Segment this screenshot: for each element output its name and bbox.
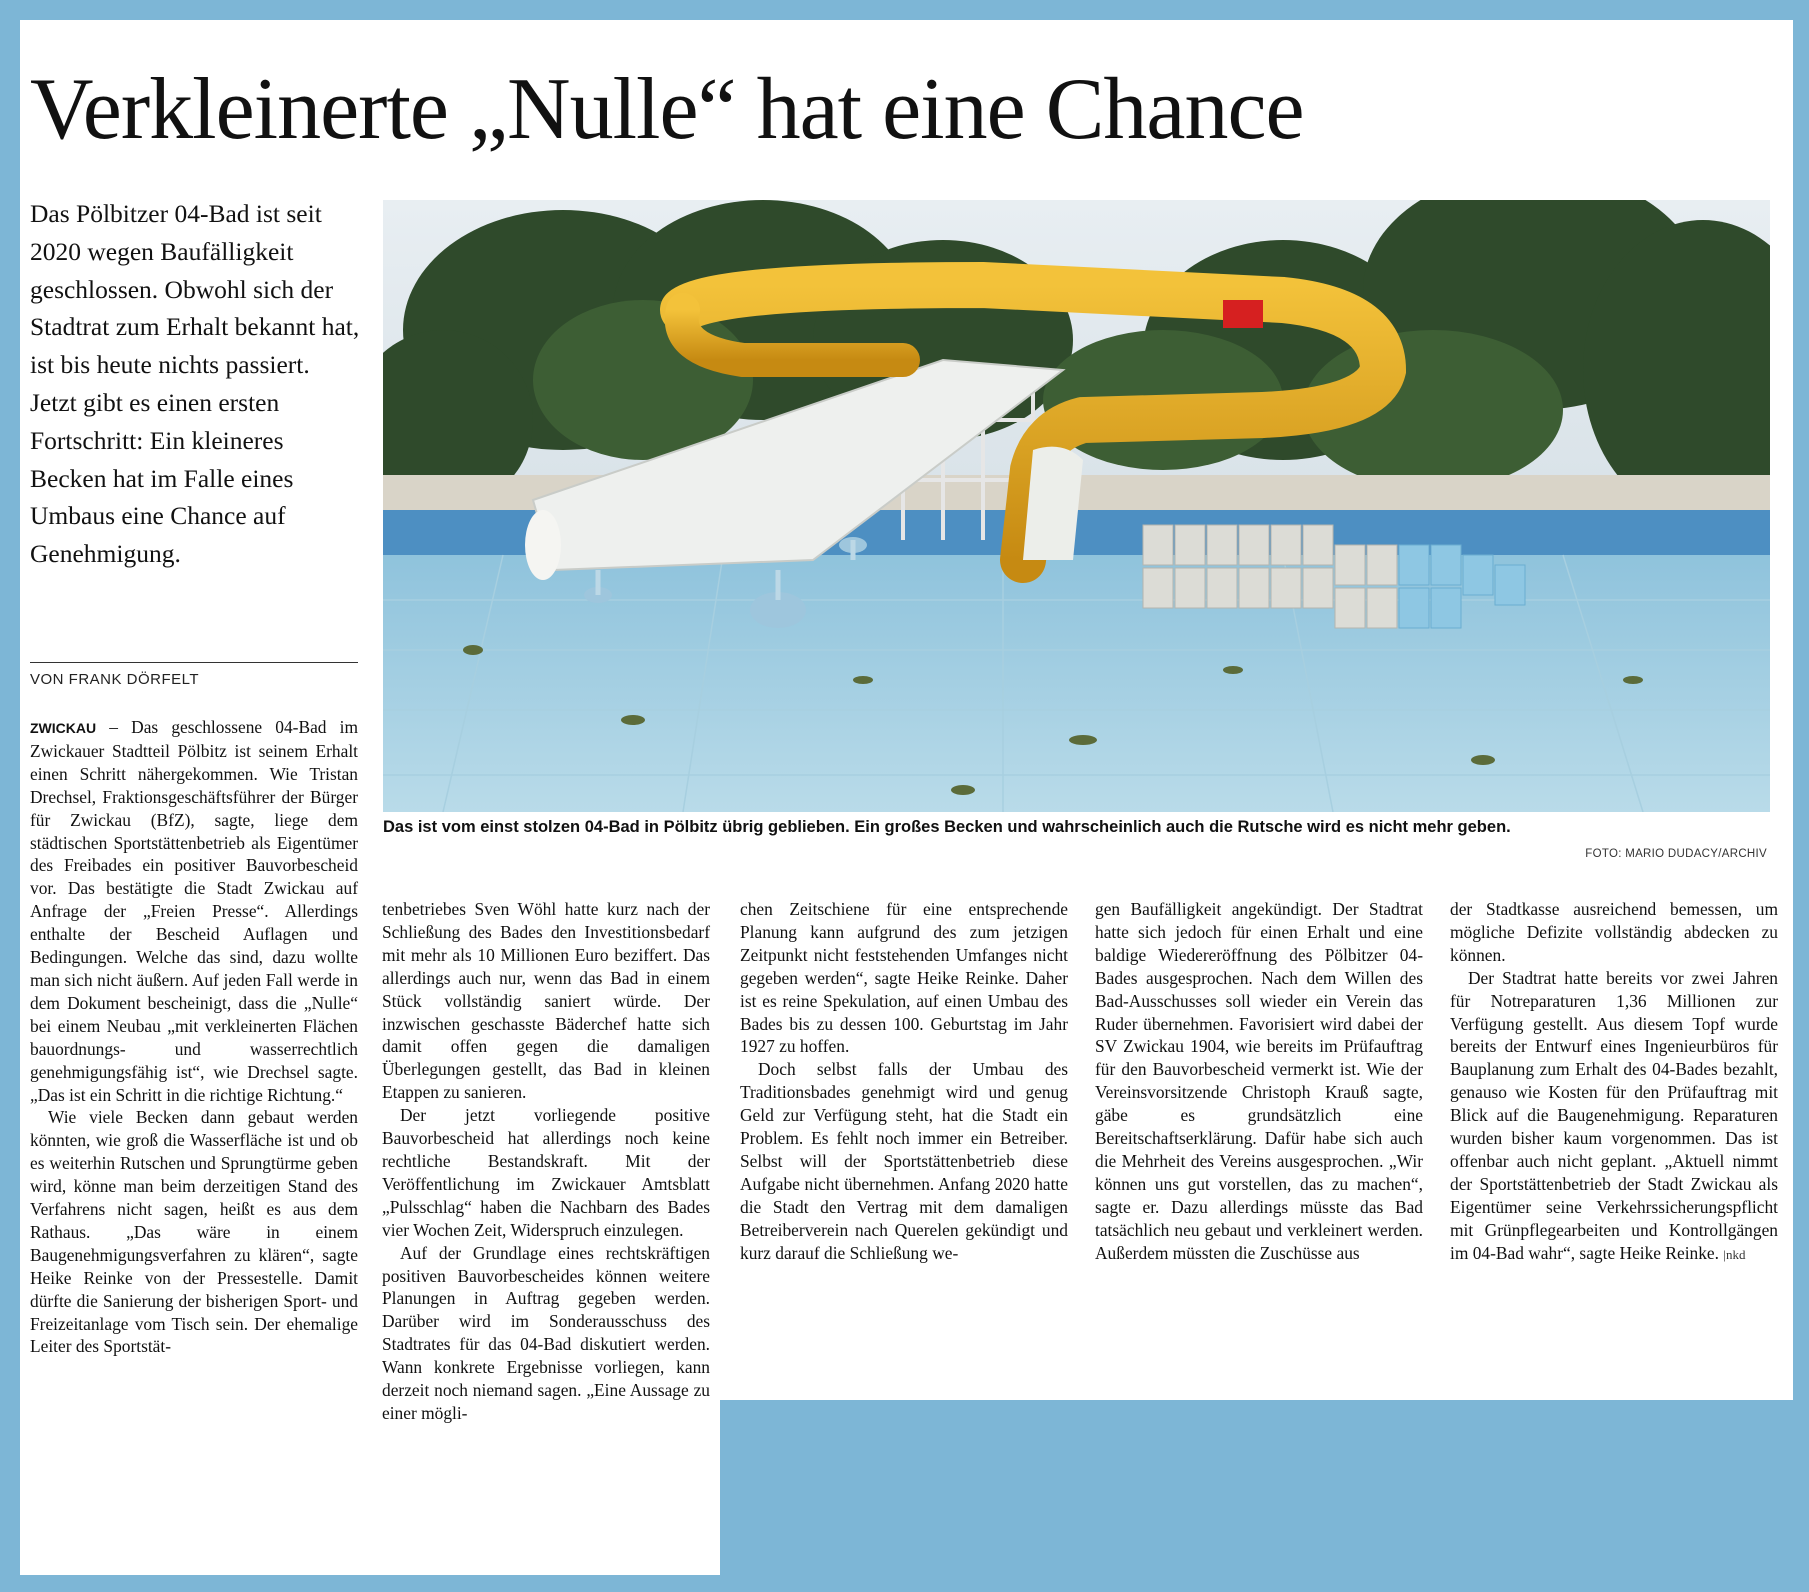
article-column-1 xyxy=(30,716,358,1358)
article-column-3 xyxy=(740,898,1068,1265)
waterslide-photo-illustration xyxy=(383,200,1770,812)
article-paragraph: chen Zeitschiene für eine entsprechende Planung kann aufgrund des zum jetzigen Zeitpunkt nicht feststehenden Umfanges nicht gegeben werden“, sagte Heike Reinke. Daher ist es reine Spekulation, auf einen Umbau des Bades bis zu dessen 100. Geburtstag im Jahr 1927 zu hoffen. xyxy=(740,899,1068,1057)
article-column-4 xyxy=(1095,898,1423,1265)
photo-credit: FOTO: MARIO DUDACY/ARCHIV xyxy=(1585,848,1767,860)
article-column-5 xyxy=(1450,898,1778,1267)
article-paragraph: der Stadtkasse ausreichend bemessen, um mögliche Defizite vollständig abdecken zu können. xyxy=(1450,899,1778,965)
article-paragraph: Doch selbst falls der Umbau des Traditionsbades genehmigt wird und genug Geld zur Verfügung steht, hat die Stadt ein Problem. Es fehlt noch immer ein Betreiber. Selbst will der Sportstättenbetrieb diese Aufgabe nicht übernehmen. Anfang 2020 hatte die Stadt den Vertrag mit dem damaligen Betreiberverein nach Querelen gekündigt und kurz darauf die Schließung we- xyxy=(740,1059,1068,1263)
dateline: ZWICKAU xyxy=(30,720,97,736)
paragraph-text: Der Stadtrat hatte bereits vor zwei Jahren für Notreparaturen 1,36 Millionen zur Verfügung gestellt. Aus diesem Topf wurde bereits der Entwurf eines Ingenieurbüros für Bauplanung zum Erhalt des 04-Bades bezahlt, genauso wie Kosten für den Prüfauftrag mit Blick auf die Baugenehmigung. Reparaturen wurden bisher kaum vorgenommen. Das ist offenbar auch nicht geplant. „Aktuell nimmt der Sportstättenbetrieb der Stadt Zwickau als Eigentümer seine Verkehrssicherungspflicht mit Grünpflegearbeiten und Kontrollgängen im 04-Bad wahr“, sagte Heike Reinke. xyxy=(1450,967,1778,1263)
lead-paragraph: Das Pölbitzer 04-Bad ist seit 2020 wegen Baufälligkeit geschlossen. Obwohl sich der Stadtrat zum Erhalt bekannt hat, ist bis heute nichts passiert. Jetzt gibt es einen ersten Fortschritt: Ein kleineres Becken hat im Falle eines Umbaus eine Chance auf Genehmigung. xyxy=(30,199,360,569)
photo-caption: Das ist vom einst stolzen 04-Bad in Pölbitz übrig geblieben. Ein großes Becken und wahrscheinlich auch die Rutsche wird es nicht mehr geben. xyxy=(383,818,1511,836)
article-paragraph: Wie viele Becken dann gebaut werden könnten, wie groß die Wasserfläche ist und ob es weiterhin Rutschen und Sprungtürme geben wird, könne man beim derzeitigen Stand des Verfahrens nicht sagen, heißt es aus dem Rathaus. „Das wäre in einem Baugenehmigungsverfahren zu klären“, sagte Heike Reinke von der Pressestelle. Damit dürfte die Sanierung der bisherigen Sport- und Freizeitanlage vom Tisch sein. Der ehemalige Leiter des Sportstät- xyxy=(30,1107,358,1357)
article-paragraph: Auf der Grundlage eines rechtskräftigen positiven Bauvorbescheides können weitere Planungen in Auftrag gegeben werden. Darüber wird im Sonderausschuss des Stadtrates für das 04-Bad diskutiert werden. Wann konkrete Ergebnisse vorliegen, kann derzeit noch niemand sagen. „Eine Aussage zu einer mögli- xyxy=(382,1242,710,1423)
article-paragraph xyxy=(1450,967,1778,1267)
article-paragraph: tenbetriebes Sven Wöhl hatte kurz nach der Schließung des Bades den Investitionsbedarf mit mehr als 10 Millionen Euro beziffert. Das allerdings auch nur, wenn das Bad in einem Stück vollständig saniert würde. Der inzwischen geschasste Bäderchef hatte sich damit offen gegen die damaligen Überlegungen gestellt, das Bad in kleinen Etappen zu sanieren. xyxy=(382,899,710,1103)
byline: VON FRANK DÖRFELT xyxy=(30,671,200,688)
article-paragraph: gen Baufälligkeit angekündigt. Der Stadtrat hatte sich jedoch für einen Erhalt und eine baldige Wiedereröffnung des Pölbitzer 04-Bades ausgesprochen. Nach dem Willen des Bad-Ausschusses soll wieder ein Verein das Ruder übernehmen. Favorisiert wird dabei der SV Zwickau 1904, wie bereits im Prüfauftrag für den Bauvorbescheid vermerkt ist. Wie der Vereinsvorsitzende Christoph Krauß sagte, gäbe es grundsätzlich eine Bereitschaftserklärung. Dafür habe sich auch die Mehrheit des Vereins ausgesprochen. „Wir können uns gut vorstellen, das zu machen“, sagte er. Dazu allerdings müsste das Bad tatsächlich neu gebaut und verkleinert werden. Außerdem müssten die Zuschüsse aus xyxy=(1095,899,1423,1263)
headline: Verkleinerte „Nulle“ hat eine Chance xyxy=(30,61,1304,158)
author-signature: |nkd xyxy=(1723,1246,1746,1262)
article-photo xyxy=(383,200,1770,812)
article-column-2 xyxy=(382,898,710,1425)
article-paragraph xyxy=(30,716,358,1106)
byline-divider xyxy=(30,662,358,663)
article-paragraph: Der jetzt vorliegende positive Bauvorbescheid hat allerdings noch keine rechtliche Bestandskraft. Mit der Veröffentlichung im Zwickauer Amtsblatt „Pulsschlag“ haben die Nachbarn des Bades vier Wochen Zeit, Widerspruch einzulegen. xyxy=(382,1105,710,1240)
paragraph-text: – Das geschlossene 04-Bad im Zwickauer Stadtteil Pölbitz ist seinem Erhalt einen Schritt nähergekommen. Wie Tristan Drechsel, Fraktionsgeschäftsführer der Bürger für Zwickau (BfZ), sagte, liege dem städtischen Sportstättenbetrieb als Eigentümer des Freibades ein positiver Bauvorbescheid vor. Das bestätigte die Stadt Zwickau auf Anfrage der „Freien Presse“. Allerdings enthalte der Bescheid Auflagen und Bedingungen. Welche das sind, dazu wollte man sich nicht äußern. Auf jeden Fall werde in dem Dokument bescheinigt, dass die „Nulle“ bei einem Neubau „mit verkleinerten Flächen bauordnungs- und wasserrechtlich genehmigungsfähig ist“, wie Drechsel sagte. „Das ist ein Schritt in die richtige Richtung.“ xyxy=(30,717,358,1105)
